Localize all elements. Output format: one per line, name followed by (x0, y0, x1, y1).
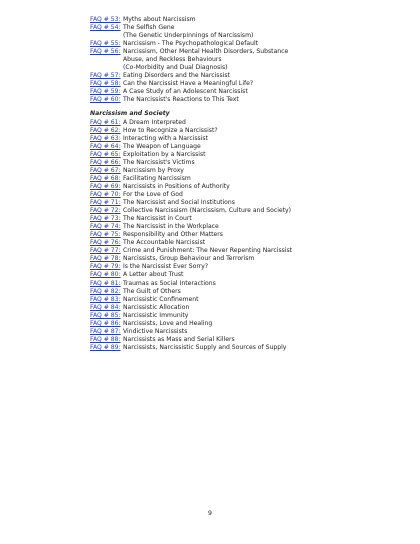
faq-title: Narcissism by Proxy (123, 166, 184, 174)
faq-link[interactable]: FAQ # 89: (90, 343, 121, 351)
faq-title-continuation: Abuse, and Reckless Behaviours (123, 56, 222, 64)
faq-title: A Case Study of an Adolescent Narcissist (123, 88, 248, 96)
toc-entry (90, 271, 390, 279)
faq-title: The Narcissist's Victims (123, 158, 195, 166)
faq-title: Interacting with a Narcissist (123, 134, 208, 142)
faq-link[interactable]: FAQ # 61: (90, 118, 121, 126)
faq-title-continuation: (Co-Morbidity and Dual Diagnosis) (123, 64, 228, 72)
toc-entry (90, 159, 390, 167)
faq-title: Narcissistic Immunity (123, 311, 189, 319)
toc-entry (90, 312, 390, 320)
faq-title: The Selfish Gene (123, 24, 175, 32)
faq-title: The Narcissist in Court (123, 215, 192, 223)
toc-entry (90, 247, 390, 255)
faq-title: Narcissism - The Psychopathological Default (123, 40, 259, 48)
faq-link[interactable]: FAQ # 70: (90, 190, 121, 198)
toc-entry (90, 223, 390, 231)
toc-entry (90, 40, 390, 48)
faq-link[interactable]: FAQ # 75: (90, 231, 121, 239)
toc-entry (90, 288, 390, 296)
faq-title: Collective Narcissism (Narcissism, Culture and Society) (123, 207, 292, 215)
faq-link[interactable]: FAQ # 71: (90, 199, 121, 207)
faq-title-continuation: (The Genetic Underpinnings of Narcissism) (123, 32, 254, 40)
toc-entry (90, 127, 390, 135)
faq-link[interactable]: FAQ # 57: (90, 72, 121, 80)
faq-link[interactable]: FAQ # 80: (90, 271, 121, 279)
faq-title: A Dream Interpreted (123, 118, 186, 126)
toc-entry (90, 72, 390, 80)
toc-entry (90, 336, 390, 344)
faq-title: The Accountable Narcissist (123, 239, 206, 247)
faq-title: Exploitation by a Narcissist (123, 150, 206, 158)
faq-title: The Narcissist's Reactions to This Text (123, 96, 239, 104)
faq-link[interactable]: FAQ # 62: (90, 126, 121, 134)
toc-entry (90, 207, 390, 215)
faq-link[interactable]: FAQ # 72: (90, 207, 121, 215)
faq-link[interactable]: FAQ # 69: (90, 182, 121, 190)
faq-link[interactable]: FAQ # 68: (90, 174, 121, 182)
toc-list (90, 16, 390, 105)
faq-link[interactable]: FAQ # 60: (90, 96, 121, 104)
faq-title: Narcissistic Confinement (123, 295, 199, 303)
table-of-contents (90, 16, 390, 352)
faq-link[interactable]: FAQ # 58: (90, 80, 121, 88)
toc-entry (90, 175, 390, 183)
toc-entry (90, 296, 390, 304)
toc-list (90, 119, 390, 352)
toc-entry (90, 167, 390, 175)
toc-entry (90, 80, 390, 88)
faq-title: The Weapon of Language (123, 142, 201, 150)
faq-title: How to Recognize a Narcissist? (123, 126, 218, 134)
faq-title: A Letter about Trust (123, 271, 184, 279)
faq-link[interactable]: FAQ # 55: (90, 40, 121, 48)
toc-entry (90, 16, 390, 24)
toc-entry (90, 143, 390, 151)
toc-entry (90, 191, 390, 199)
faq-title: Eating Disorders and the Narcissist (123, 72, 230, 80)
faq-title: Narcissists as Mass and Serial Killers (123, 335, 235, 343)
toc-entry (90, 328, 390, 336)
faq-link[interactable]: FAQ # 79: (90, 263, 121, 271)
toc-entry (90, 231, 390, 239)
faq-link[interactable]: FAQ # 78: (90, 255, 121, 263)
toc-entry (90, 183, 390, 191)
faq-link[interactable]: FAQ # 66: (90, 158, 121, 166)
toc-entry (90, 320, 390, 328)
faq-link[interactable]: FAQ # 83: (90, 295, 121, 303)
toc-entry (90, 119, 390, 127)
faq-title: Myths about Narcissism (123, 16, 196, 23)
faq-link[interactable]: FAQ # 59: (90, 88, 121, 96)
faq-title: Can the Narcissist Have a Meaningful Life? (123, 80, 254, 88)
toc-entry (90, 199, 390, 207)
faq-link[interactable]: FAQ # 76: (90, 239, 121, 247)
toc-entry (90, 239, 390, 247)
toc-entry (90, 304, 390, 312)
faq-link[interactable]: FAQ # 54: (90, 24, 121, 32)
faq-link[interactable]: FAQ # 63: (90, 134, 121, 142)
faq-title: The Narcissist and Social Institutions (123, 199, 235, 207)
toc-entry (90, 255, 390, 263)
toc-entry (90, 96, 390, 104)
faq-link[interactable]: FAQ # 86: (90, 319, 121, 327)
faq-link[interactable]: FAQ # 81: (90, 279, 121, 287)
faq-link[interactable]: FAQ # 53: (90, 16, 121, 23)
faq-link[interactable]: FAQ # 64: (90, 142, 121, 150)
section-heading: Narcissism and Society (90, 109, 170, 117)
faq-link[interactable]: FAQ # 84: (90, 303, 121, 311)
faq-link[interactable]: FAQ # 85: (90, 311, 121, 319)
faq-title: Narcissistic Allocation (123, 303, 190, 311)
faq-title: Narcissism, Other Mental Health Disorders, Substance (123, 48, 289, 56)
faq-link[interactable]: FAQ # 77: (90, 247, 121, 255)
toc-entry (90, 263, 390, 271)
faq-link[interactable]: FAQ # 88: (90, 335, 121, 343)
page-number: 9 (208, 510, 212, 517)
faq-link[interactable]: FAQ # 82: (90, 287, 121, 295)
faq-link[interactable]: FAQ # 65: (90, 150, 121, 158)
faq-link[interactable]: FAQ # 74: (90, 223, 121, 231)
faq-title: The Narcissist in the Workplace (123, 223, 219, 231)
faq-title: The Guilt of Others (123, 287, 181, 295)
faq-title: Is the Narcissist Ever Sorry? (123, 263, 209, 271)
faq-link[interactable]: FAQ # 67: (90, 166, 121, 174)
toc-entry (90, 215, 390, 223)
faq-title: Vindictive Narcissists (123, 327, 188, 335)
faq-link[interactable]: FAQ # 87: (90, 327, 121, 335)
faq-title: Narcissists, Group Behaviour and Terrorism (123, 255, 255, 263)
toc-entry (90, 151, 390, 159)
faq-title: Traumas as Social Interactions (123, 279, 216, 287)
faq-title: Narcissists in Positions of Authority (123, 182, 230, 190)
faq-title: Narcissists, Narcissistic Supply and Sources of Supply (123, 343, 287, 351)
faq-title: Narcissists, Love and Healing (123, 319, 213, 327)
faq-link[interactable]: FAQ # 73: (90, 215, 121, 223)
toc-entry (90, 280, 390, 288)
faq-title: For the Love of God (123, 190, 183, 198)
toc-entry (90, 24, 390, 32)
toc-entry (90, 88, 390, 96)
faq-title: Responsibility and Other Matters (123, 231, 223, 239)
faq-link[interactable]: FAQ # 56: (90, 48, 121, 56)
toc-entry (90, 344, 390, 352)
toc-entry (90, 135, 390, 143)
toc-entry (90, 48, 390, 56)
faq-title: Facilitating Narcissism (123, 174, 191, 182)
faq-title: Crime and Punishment: The Never Repenting Narcissist (123, 247, 293, 255)
